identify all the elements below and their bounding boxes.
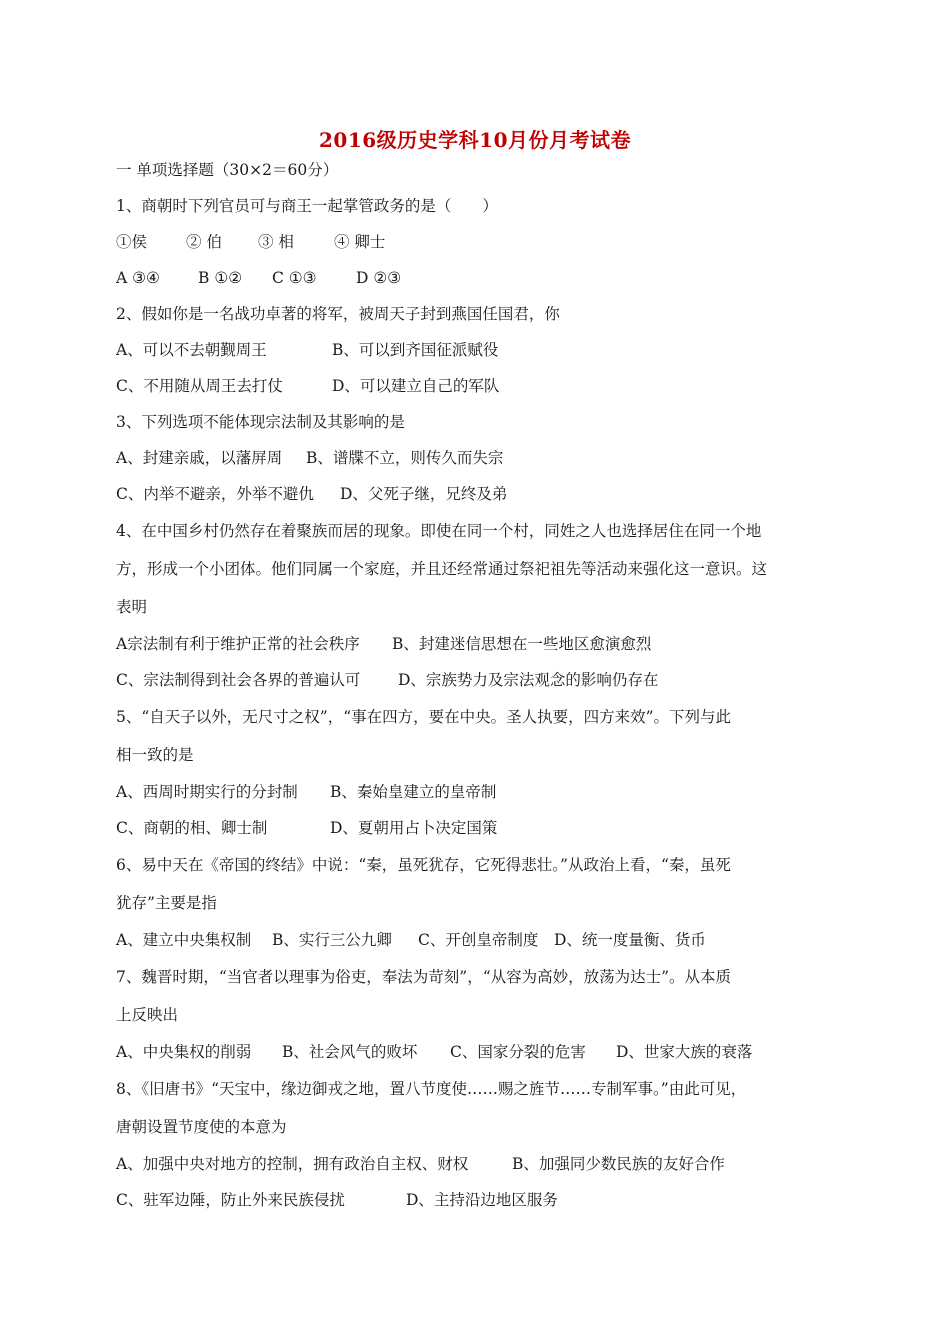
question-8-options-row-2 <box>116 1182 836 1218</box>
q6-stem-line-1: 6、易中天在《帝国的终结》中说：“秦，虽死犹存，它死得悲壮。”从政治上看，“秦，虽死 <box>116 856 731 874</box>
q5-option-b: B、秦始皇建立的皇帝制 <box>330 783 497 801</box>
q4-stem-line-3: 表明 <box>116 598 148 616</box>
question-4-stem <box>116 512 836 626</box>
q5-stem-line-2: 相一致的是 <box>116 746 194 764</box>
question-3-stem: 3、下列选项不能体现宗法制及其影响的是 <box>116 413 405 431</box>
question-4-options-row-1 <box>116 626 836 662</box>
q4-stem-line-1: 4、在中国乡村仍然存在着聚族而居的现象。即使在同一个村，同姓之人也选择居住在同一个地 <box>116 522 762 540</box>
q6-option-a: A、建立中央集权制 <box>116 931 252 949</box>
question-2-options-row-2 <box>116 368 836 404</box>
q1-option-d: D ②③ <box>356 269 402 287</box>
q7-option-c: C、国家分裂的危害 <box>450 1043 586 1061</box>
q1-option-a: A ③④ <box>116 269 160 287</box>
q7-option-b: B、社会风气的败坏 <box>282 1043 418 1061</box>
q3-option-a: A、封建亲戚，以藩屏周 <box>116 449 283 467</box>
q1-option-c: C ①③ <box>272 269 317 287</box>
q1-item-1: ①侯 <box>116 233 148 251</box>
question-3-options-row-1 <box>116 440 836 476</box>
q8-option-a: A、加强中央对地方的控制，拥有政治自主权、财权 <box>116 1155 469 1173</box>
q4-option-b: B、封建迷信思想在一些地区愈演愈烈 <box>392 635 652 653</box>
question-5-options-row-2 <box>116 810 836 846</box>
question-3-options-row-2 <box>116 476 836 512</box>
q7-option-a: A、中央集权的削弱 <box>116 1043 252 1061</box>
question-8-stem <box>116 1070 836 1146</box>
q3-option-c: C、内举不避亲，外举不避仇 <box>116 485 314 503</box>
q5-option-c: C、商朝的相、卿士制 <box>116 819 268 837</box>
question-1-items <box>116 224 836 260</box>
q5-stem-line-1: 5、“自天子以外，无尺寸之权”，“事在四方，要在中央。圣人执要，四方来效”。下列与此 <box>116 708 732 726</box>
q1-item-2: ② 伯 <box>186 233 222 251</box>
q4-stem-line-2: 方，形成一个小团体。他们同属一个家庭，并且还经常通过祭祀祖先等活动来强化这一意识。这 <box>116 560 768 578</box>
q3-option-d: D、父死子继，兄终及弟 <box>340 485 508 503</box>
q8-option-d: D、主持沿边地区服务 <box>406 1191 558 1209</box>
q6-option-d: D、统一度量衡、货币 <box>554 931 706 949</box>
q7-stem-line-1: 7、魏晋时期，“当官者以理事为俗吏，奉法为苛刻”，“从容为高妙，放荡为达士”。从本质 <box>116 968 732 986</box>
q8-stem-line-1: 8、《旧唐书》“天宝中，缘边御戎之地，置八节度使……赐之旌节……专制军事。”由此可见， <box>116 1080 747 1098</box>
q8-option-b: B、加强同少数民族的友好合作 <box>512 1155 725 1173</box>
question-2-options-row-1 <box>116 332 836 368</box>
q7-option-d: D、世家大族的衰落 <box>616 1043 753 1061</box>
question-1-options <box>116 260 836 296</box>
section-heading: 一 单项选择题（30×2＝60分） <box>116 161 339 179</box>
q2-option-a: A、可以不去朝觐周王 <box>116 341 267 359</box>
q7-stem-line-2: 上反映出 <box>116 1006 179 1024</box>
q3-option-b: B、谱牒不立，则传久而失宗 <box>306 449 504 467</box>
question-7-options <box>116 1034 836 1070</box>
q6-option-c: C、开创皇帝制度 <box>418 931 539 949</box>
q2-option-b: B、可以到齐国征派赋役 <box>332 341 499 359</box>
q8-stem-line-2: 唐朝设置节度使的本意为 <box>116 1118 287 1136</box>
question-4-options-row-2 <box>116 662 836 698</box>
question-6-options <box>116 922 836 958</box>
question-8-options-row-1 <box>116 1146 836 1182</box>
question-1-stem: 1、商朝时下列官员可与商王一起掌管政务的是（ ） <box>116 197 498 215</box>
q4-option-d: D、宗族势力及宗法观念的影响仍存在 <box>398 671 659 689</box>
question-6-stem <box>116 846 836 922</box>
question-7-stem <box>116 958 836 1034</box>
question-5-options-row-1 <box>116 774 836 810</box>
question-5-stem <box>116 698 836 774</box>
question-2-stem: 2、假如你是一名战功卓著的将军，被周天子封到燕国任国君，你 <box>116 305 560 323</box>
q1-option-b: B ①② <box>198 269 243 287</box>
q4-option-c: C、宗法制得到社会各界的普遍认可 <box>116 671 361 689</box>
q6-stem-line-2: 犹存”主要是指 <box>116 894 217 912</box>
q1-item-3: ③ 相 <box>258 233 294 251</box>
q6-option-b: B、实行三公九卿 <box>272 931 392 949</box>
exam-title: 2016级历史学科10月份月考试卷 <box>319 128 631 152</box>
question-list <box>116 152 836 1218</box>
q2-option-d: D、可以建立自己的军队 <box>332 377 500 395</box>
q1-item-4: ④ 卿士 <box>334 233 386 251</box>
q4-option-a: A宗法制有利于维护正常的社会秩序 <box>116 635 360 653</box>
q8-option-c: C、驻军边陲，防止外来民族侵扰 <box>116 1191 345 1209</box>
q5-option-d: D、夏朝用占卜决定国策 <box>330 819 498 837</box>
q5-option-a: A、西周时期实行的分封制 <box>116 783 298 801</box>
q2-option-c: C、不用随从周王去打仗 <box>116 377 283 395</box>
